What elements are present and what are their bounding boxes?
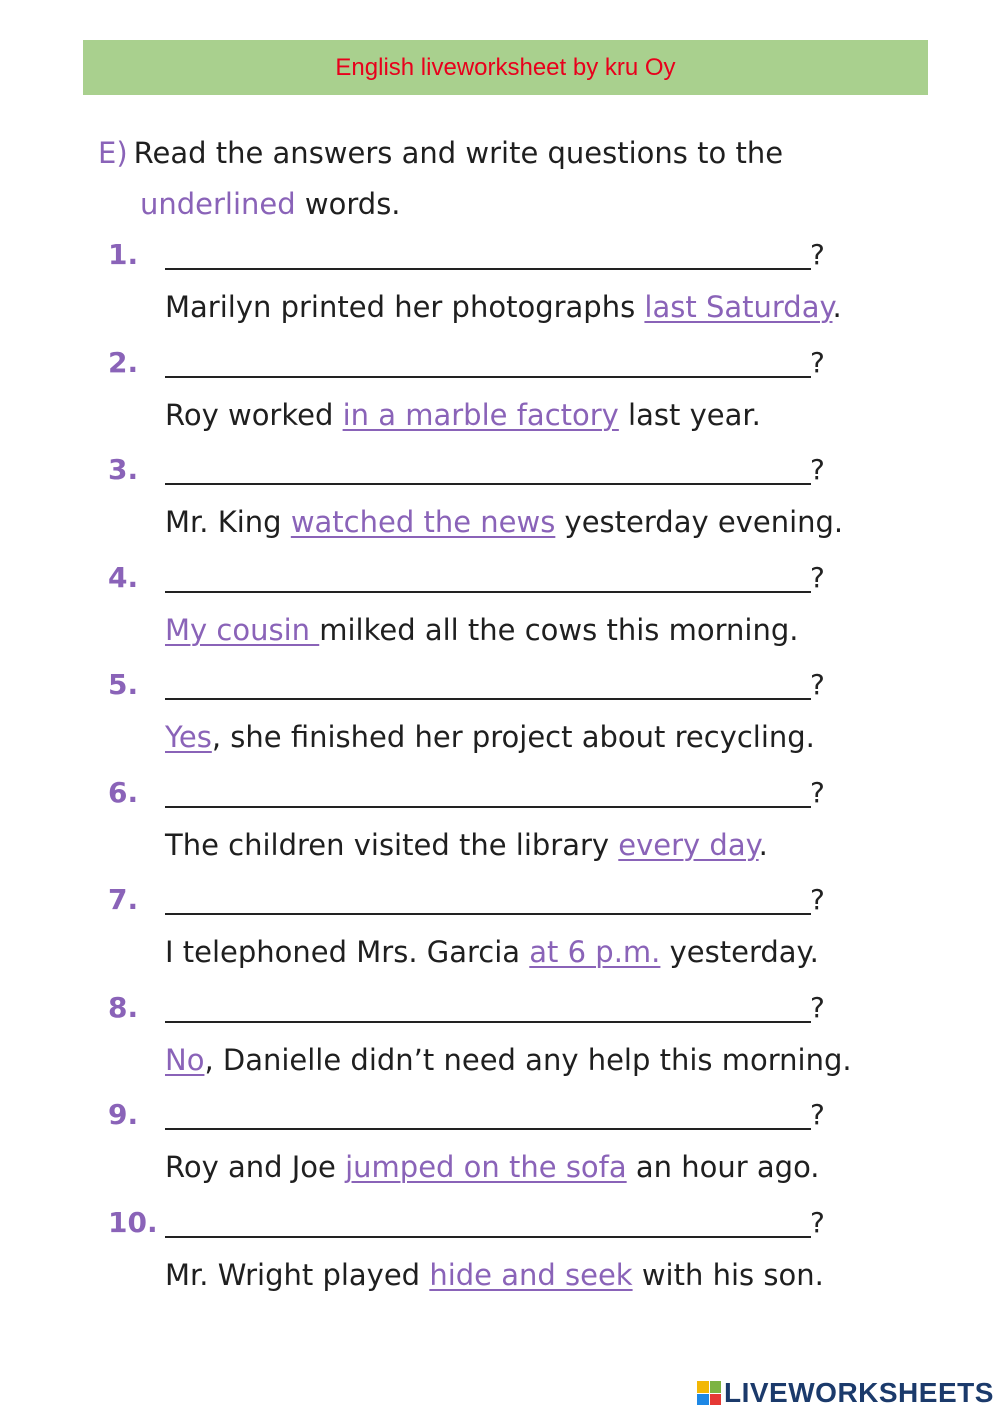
exercise-item [108,668,908,776]
question-mark: ? [810,345,825,379]
sentence-end: an hour ago. [626,1150,820,1184]
question-mark: ? [810,1098,825,1131]
exercise-item [108,1206,908,1314]
answer-blank-line[interactable] [165,698,811,700]
sentence-end: yesterday. [660,935,819,969]
sentence-end: last year. [618,397,761,432]
banner-title: English liveworksheet by kru Oy [335,53,676,81]
section-letter: E) [98,136,128,170]
sentence-end: with his son. [632,1257,824,1292]
answer-sentence [165,398,761,432]
sentence-end: yesterday evening. [555,505,844,539]
underlined-words: watched the news [290,505,556,539]
sentence-start: Roy worked [165,397,343,432]
logo-text: LIVEWORKSHEETS [724,1377,994,1408]
answer-sentence [165,613,798,647]
answer-blank-line[interactable] [165,376,811,378]
underlined-words: in a marble factory [342,397,619,432]
item-number: 2. [108,345,139,379]
underlined-words: every day [618,827,759,862]
instructions-highlight: underlined [140,187,296,221]
underlined-words: No [165,1042,205,1077]
answer-blank-line[interactable] [165,1128,811,1130]
answer-sentence [165,505,843,539]
item-number: 8. [108,990,139,1024]
sentence-start: I telephoned Mrs. Garcia [165,935,530,969]
question-mark: ? [810,1205,825,1239]
answer-sentence [165,828,768,862]
question-mark: ? [810,775,825,809]
answer-blank-line[interactable] [165,1236,811,1238]
underlined-words: jumped on the sofa [345,1150,627,1184]
exercise-item [108,991,908,1099]
instructions-line-1: Read the answers and write questions to the [133,136,784,170]
question-mark: ? [810,990,825,1024]
answer-blank-line[interactable] [165,806,811,808]
item-number: 6. [108,775,139,809]
exercise-item [108,346,908,454]
instructions-line-2: words. [304,187,401,221]
question-mark: ? [810,453,825,486]
answer-blank-line[interactable] [165,483,811,485]
item-number: 9. [108,1098,139,1131]
question-mark: ? [810,883,825,916]
sentence-start: Mr. King [165,505,291,539]
exercise-item [108,453,908,561]
sentence-end: milked all the cows this morning. [319,612,799,647]
item-number: 3. [108,453,139,486]
sentence-end: , she finished her project about recycling. [211,720,815,754]
liveworksheets-logo-icon [697,1381,721,1405]
item-number: 7. [108,883,139,916]
item-number: 5. [108,668,139,701]
underlined-words: Yes [165,720,212,754]
underlined-words: hide and seek [429,1257,633,1292]
sentence-end: . [758,827,768,862]
exercise-item [108,561,908,669]
sentence-start: Mr. Wright played [165,1257,430,1292]
item-number: 4. [108,560,139,594]
liveworksheets-logo [697,1378,994,1408]
answer-sentence [165,935,819,969]
exercise-item [108,776,908,884]
item-number: 1. [108,238,139,271]
answer-sentence [165,1150,820,1184]
sentence-start: Roy and Joe [165,1150,346,1184]
answer-sentence [165,1043,852,1077]
sentence-end: . [832,290,842,324]
answer-blank-line[interactable] [165,591,811,593]
item-number: 10. [108,1205,158,1239]
answer-sentence [165,720,815,754]
exercise-item [108,238,908,346]
underlined-words: My cousin [165,612,320,647]
question-mark: ? [810,560,825,594]
answer-blank-line[interactable] [165,268,811,270]
sentence-start: The children visited the library [165,827,619,862]
question-mark: ? [810,238,825,271]
answer-sentence [165,1258,824,1292]
question-mark: ? [810,668,825,701]
answer-blank-line[interactable] [165,913,811,915]
exercise-item [108,883,908,991]
exercise-item [108,1098,908,1206]
answer-blank-line[interactable] [165,1021,811,1023]
instructions [98,128,878,230]
sentence-start: Marilyn printed her photographs [165,290,645,324]
underlined-words: at 6 p.m. [529,935,661,969]
underlined-words: last Saturday [644,290,833,324]
sentence-end: , Danielle didn’t need any help this morning. [204,1042,852,1077]
answer-sentence [165,290,842,324]
title-banner [83,40,928,95]
